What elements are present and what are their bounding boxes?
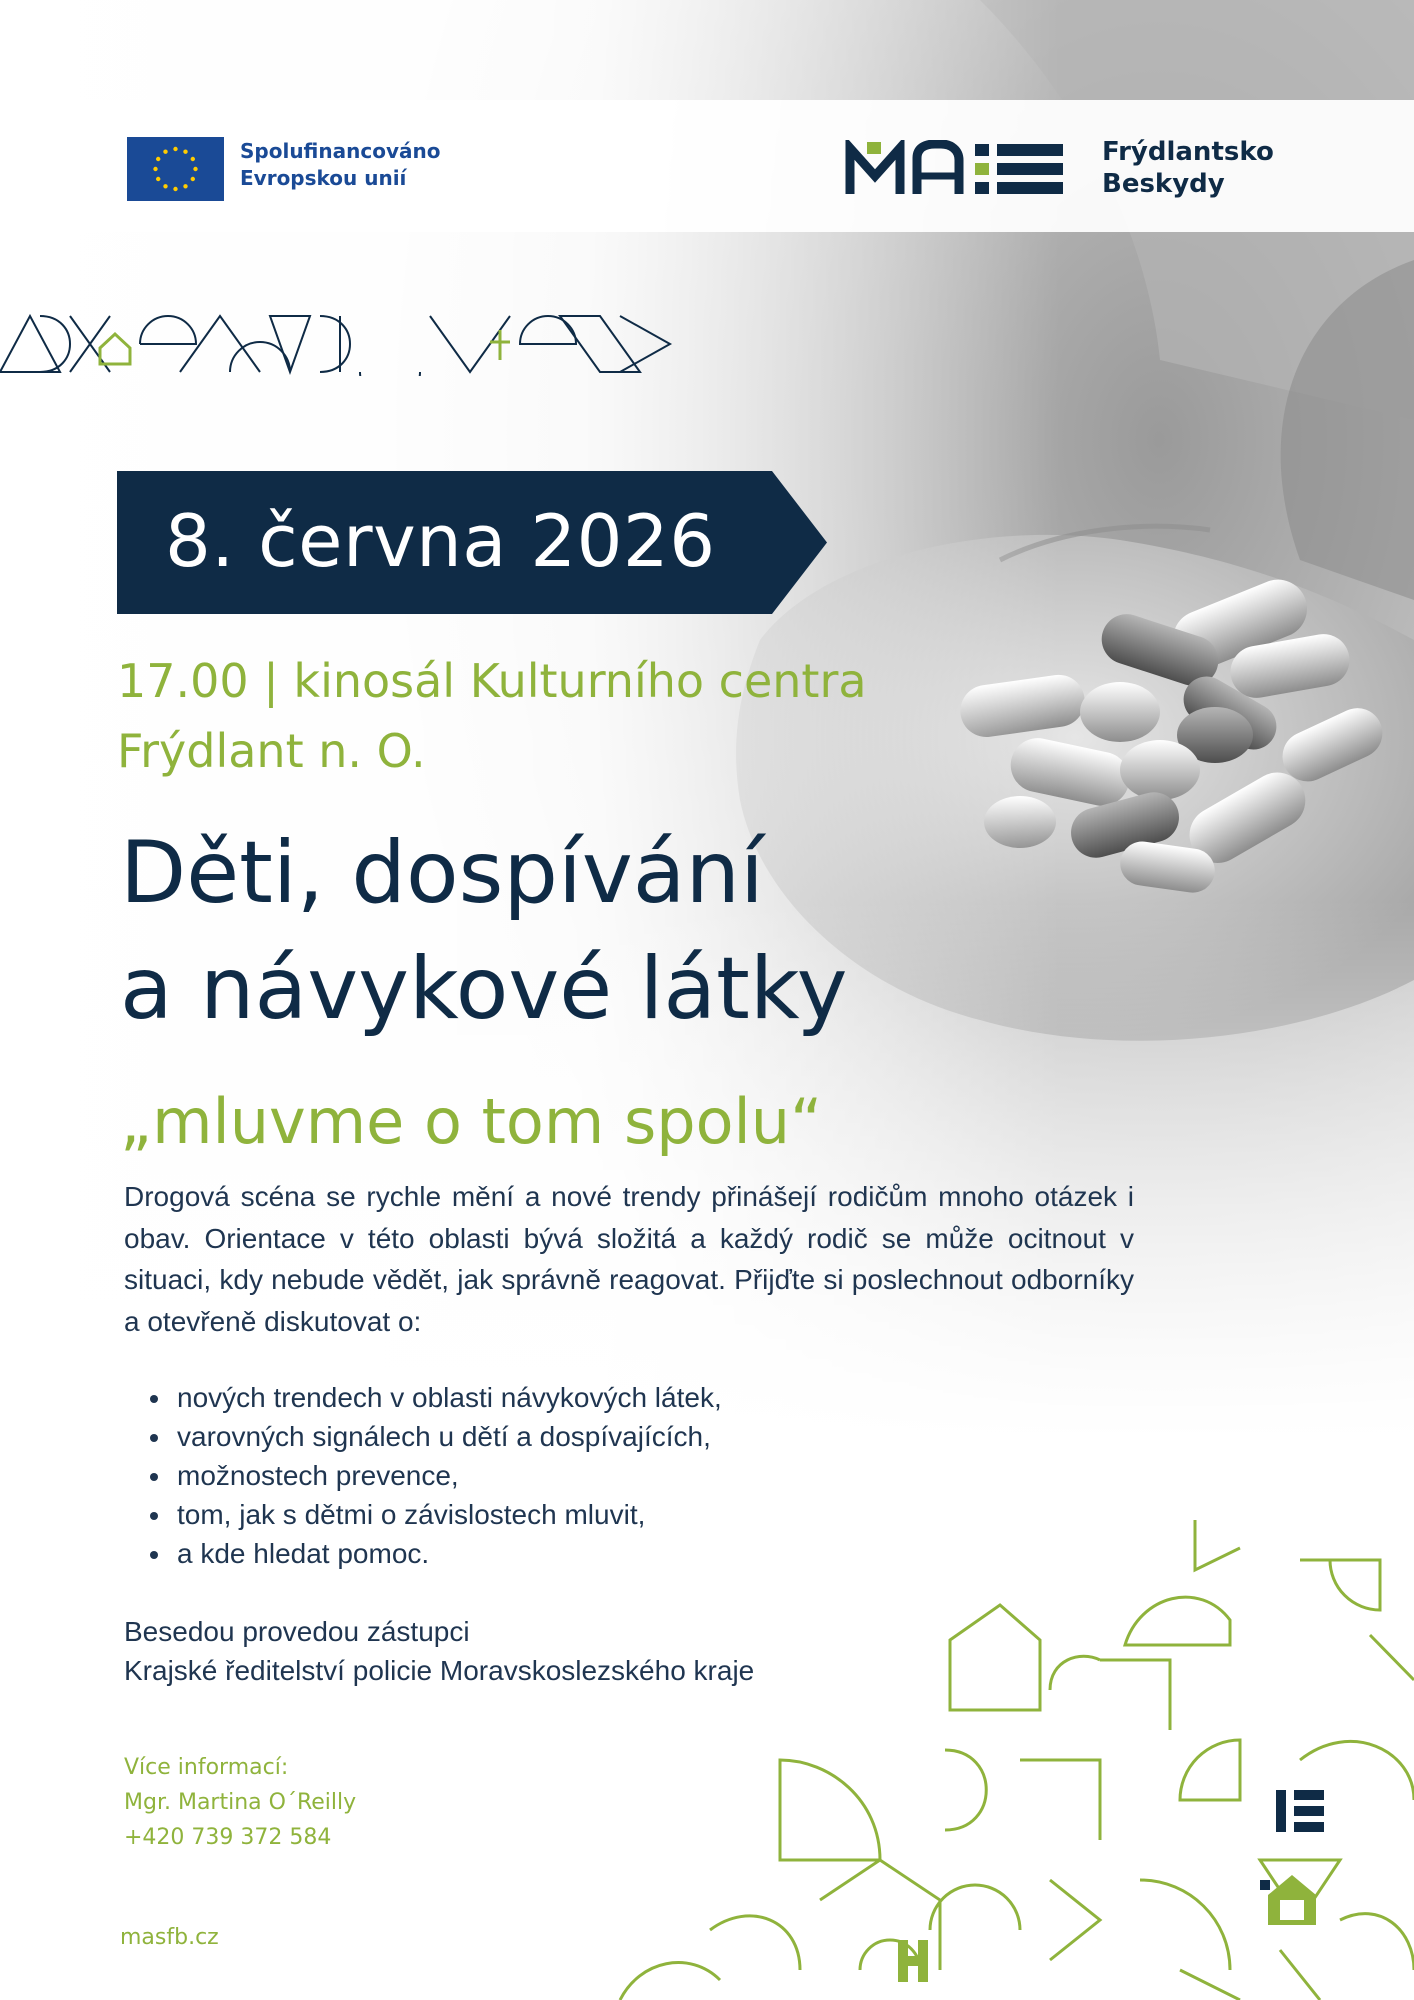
org-line-1: Frýdlantsko	[1102, 137, 1274, 167]
eu-line-1: Spolufinancováno	[240, 139, 441, 163]
presenters-line-2: Krajské ředitelství policie Moravskoslezského kraje	[124, 1655, 755, 1686]
presenters-line-1: Besedou provedou zástupci	[124, 1616, 470, 1647]
mas-logo	[845, 140, 1070, 198]
eu-flag-icon	[127, 137, 224, 201]
geometric-decoration	[580, 1500, 1414, 2000]
list-item: • tom, jak s dětmi o závislostech mluvit,	[173, 1495, 722, 1534]
website-link[interactable]: masfb.cz	[120, 1925, 219, 1950]
title-line-1: Děti, dospívání	[120, 823, 764, 923]
list-item: • a kde hledat pomoc.	[173, 1534, 722, 1573]
title-line-2: a návykové látky	[120, 939, 848, 1039]
event-tagline: „mluvme o tom spolu“	[120, 1085, 823, 1158]
contact-info	[124, 1750, 356, 1855]
organization-name	[1102, 136, 1274, 200]
list-item: • nových trendech v oblasti návykových látek,	[173, 1378, 722, 1417]
eu-cofunding-label	[240, 138, 440, 192]
contact-name: Mgr. Martina O´Reilly	[124, 1790, 357, 1815]
venue-line-1: 17.00 | kinosál Kulturního centra	[117, 654, 867, 708]
contact-phone[interactable]: +420 739 372 584	[124, 1825, 332, 1850]
org-line-2: Beskydy	[1102, 169, 1225, 199]
intro-paragraph: Drogová scéna se rychle mění a nové trendy přinášejí rodičům mnoho otázek i obav. Orientace v této oblasti bývá složitá a každý rodič se může ocitnout v situaci, kdy nebude vědět, jak správně reagovat. Přijďte si poslechnout odborníky a otevřeně diskutovat o:	[124, 1181, 1134, 1337]
list-item: • možnostech prevence,	[173, 1456, 722, 1495]
event-time-venue	[117, 646, 867, 786]
contact-heading: Více informací:	[124, 1755, 289, 1780]
event-title	[120, 815, 847, 1047]
geometric-pattern-band	[0, 312, 680, 376]
venue-line-2: Frýdlant n. O.	[117, 724, 426, 778]
list-item: • varovných signálech u dětí a dospívajících,	[173, 1417, 722, 1456]
event-date: 8. června 2026	[165, 499, 716, 583]
eu-line-2: Evropskou unií	[240, 166, 407, 190]
